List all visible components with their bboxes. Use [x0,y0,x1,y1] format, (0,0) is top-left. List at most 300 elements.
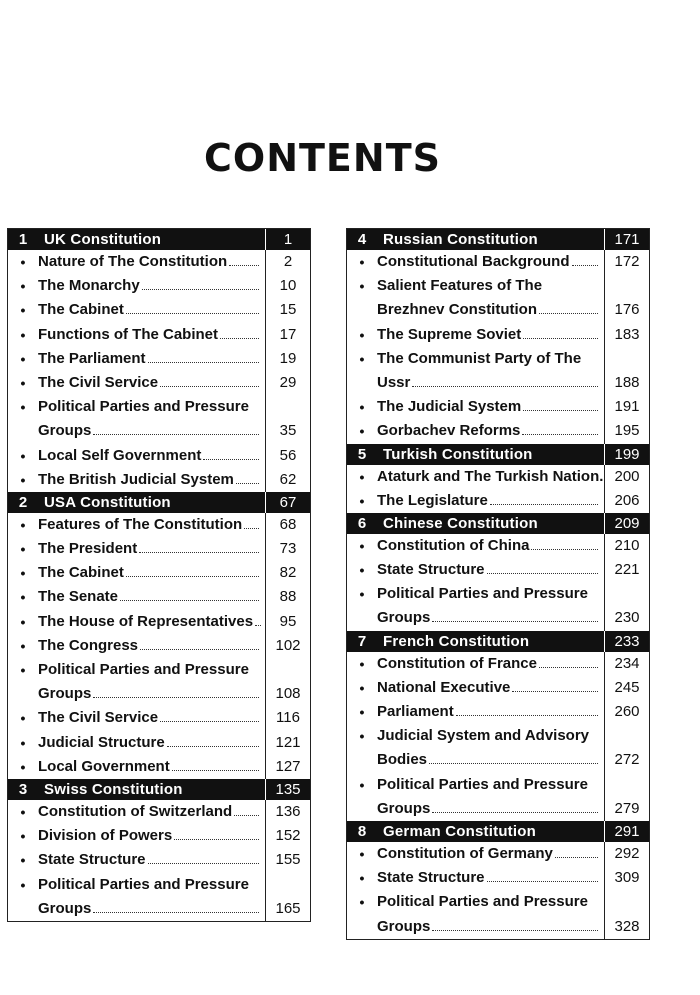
bullet-icon: • [20,876,26,893]
page-number: 17 [265,323,310,347]
entry-title: Constitution of Germany [377,844,553,862]
toc-entry [347,866,649,890]
dot-leader [244,528,259,529]
dot-leader [93,912,259,913]
toc-entry [347,395,649,419]
bullet-icon: • [359,254,365,270]
page-number: 183 [604,323,649,347]
dot-leader [172,770,259,771]
entry-title: Groups [377,799,431,817]
toc-entry [347,489,649,513]
entry-text-wrap [377,842,604,866]
dot-leader [160,721,259,722]
entry-title: The Supreme Soviet [377,325,522,343]
entry-text-wrap [38,250,265,274]
bullet-icon [347,298,377,322]
dot-leader [142,289,259,290]
bullet-icon: • [359,537,365,554]
toc-entry [8,824,310,848]
entry-title: The Judicial System [377,398,522,416]
toc-entry [8,755,310,779]
bullet-icon: • [20,350,26,367]
toc-entry [8,610,310,634]
page-number: 121 [265,731,310,755]
entry-title: Ataturk and The Turkish Nation. [377,467,604,485]
toc-entry [8,274,310,298]
bullet-icon: • [20,828,26,845]
page-number: 1 [265,229,310,250]
entry-title: Bodies [377,751,428,769]
dot-leader [523,338,598,339]
section-number: 4 [357,231,367,248]
toc-entry [8,444,310,468]
dot-leader [229,265,259,266]
bullet-icon [8,682,38,706]
entry-text-wrap [38,824,265,848]
entry-text-wrap [377,773,604,797]
entry-title: Groups [377,917,431,935]
section-number: 8 [357,822,367,840]
section-title: Swiss Constitution [44,780,183,798]
entry-title: The Monarchy [38,277,140,295]
entry-text-wrap [38,682,265,706]
page-title: CONTENTS [204,136,441,180]
bullet-icon: • [359,326,365,343]
toc-entry [347,582,649,606]
section-number: 1 [18,231,28,248]
toc-entry-continuation [347,915,649,939]
bullet-icon: • [20,254,26,270]
page-number: 29 [265,371,310,395]
bullet-icon: • [20,613,26,630]
entry-text-wrap [377,489,604,513]
bullet-icon: • [359,655,365,672]
section-number: 7 [357,632,367,650]
dot-leader [429,763,598,764]
dot-leader [120,600,259,601]
dot-leader [539,667,598,668]
entry-text-wrap [38,634,265,658]
toc-entry [347,347,649,371]
entry-text-wrap [38,561,265,585]
toc-entry [8,561,310,585]
toc-entry [8,347,310,371]
page-number: 292 [604,842,649,866]
dot-leader [255,625,261,626]
section-header [347,513,649,534]
entry-text-wrap [38,513,265,537]
dot-leader [522,434,598,435]
entry-title: Political Parties and Pressure [38,875,249,893]
entry-text-wrap [377,866,604,890]
entry-title: Political Parties and Pressure [377,585,588,603]
entry-title: Brezhnev Constitution [377,301,537,319]
entry-text-wrap [38,585,265,609]
entry-text-wrap [377,606,604,630]
page-number: 116 [265,706,310,730]
dot-leader [140,649,259,650]
page-number: 245 [604,676,649,700]
entry-title: The Civil Service [38,373,159,391]
page-number: 68 [265,513,310,537]
toc-entry [347,652,649,676]
bullet-icon: • [20,447,26,464]
entry-text-wrap [377,347,604,371]
entry-text-wrap [38,658,265,682]
page-number: 136 [265,800,310,824]
entry-title: The Senate [38,588,119,606]
entry-text-wrap [377,652,604,676]
entry-title: The Legislature [377,491,488,509]
section-header [347,821,649,842]
toc-entry [347,323,649,347]
page-number: 260 [604,700,649,724]
dot-leader [160,386,259,387]
page-number: 234 [604,652,649,676]
section-header [347,444,649,465]
dot-leader [572,265,599,266]
dot-leader [412,386,598,387]
toc-entry [8,706,310,730]
dot-leader [432,812,598,813]
entry-title: The Cabinet [38,301,124,319]
toc-entry [347,558,649,582]
entry-title: The House of Representatives [38,612,254,630]
dot-leader [148,362,259,363]
bullet-icon [347,748,377,772]
section-number: 2 [18,493,28,511]
entry-text-wrap [377,724,604,748]
entry-title: Political Parties and Pressure [38,398,249,416]
entry-title: Judicial System and Advisory [377,727,590,745]
toc-entry [347,419,649,443]
bullet-icon: • [359,586,365,603]
entry-title: Groups [38,685,92,703]
page-number: 221 [604,558,649,582]
bullet-icon: • [359,870,365,887]
dot-leader [512,691,598,692]
entry-text-wrap [377,582,604,606]
entry-title: National Executive [377,678,511,696]
page-number: 127 [265,755,310,779]
toc-entry-continuation [8,682,310,706]
bullet-icon [347,371,377,395]
entry-title: State Structure [377,869,485,887]
entry-title: Political Parties and Pressure [38,661,249,678]
toc-entry [8,585,310,609]
entry-text-wrap [38,395,265,419]
entry-title: The British Judicial System [38,470,234,488]
bullet-icon: • [20,516,26,533]
bullet-icon: • [20,302,26,319]
dot-leader [456,715,598,716]
toc-entry [347,842,649,866]
dot-leader [174,839,259,840]
entry-title: Groups [38,899,92,917]
entry-title: Salient Features of The [377,277,543,295]
page-number: 56 [265,444,310,468]
entry-text-wrap [377,915,604,939]
page-number: 73 [265,537,310,561]
entry-title: The Parliament [38,349,146,367]
page-number: 309 [604,866,649,890]
entry-title: The President [38,540,138,558]
section-header [8,492,310,513]
entry-title: Parliament [377,703,454,720]
bullet-icon: • [20,852,26,869]
entry-title: Division of Powers [38,827,173,845]
entry-text-wrap [377,323,604,347]
entry-title: State Structure [377,561,485,579]
section-header [347,631,649,652]
toc-entry [347,773,649,797]
page-number [265,873,310,897]
entry-title: Judicial Structure [38,733,165,751]
dot-leader [126,313,259,314]
entry-title: The Civil Service [38,709,159,727]
page-number: 152 [265,824,310,848]
page-number: 328 [604,915,649,939]
bullet-icon [347,915,377,939]
dot-leader [167,746,259,747]
bullet-icon: • [20,374,26,391]
page-number: 108 [265,682,310,706]
toc-entry-continuation [8,419,310,443]
entry-text-wrap [38,731,265,755]
page-number: 82 [265,561,310,585]
toc-entry-continuation [347,606,649,630]
toc-entry [8,513,310,537]
page-number: 200 [604,465,649,489]
toc-entry [347,890,649,914]
toc-entry-continuation [347,748,649,772]
toc-entry [8,634,310,658]
page-number: 199 [604,444,649,465]
toc-entry [8,395,310,419]
bullet-icon: • [359,704,365,720]
bullet-icon: • [359,278,365,295]
entry-title: Constitution of China [377,536,530,554]
section-title: French Constitution [383,632,530,650]
entry-text-wrap [377,890,604,914]
entry-text-wrap [38,274,265,298]
page-number: 188 [604,371,649,395]
page-number: 35 [265,419,310,443]
section-number: 3 [18,780,28,798]
toc-entry [8,323,310,347]
section-number: 5 [357,445,367,463]
page-number: 272 [604,748,649,772]
page-number: 102 [265,634,310,658]
section-title: Chinese Constitution [383,514,538,532]
bullet-icon: • [20,541,26,558]
bullet-icon: • [20,637,26,654]
dot-leader [93,434,259,435]
section-header [347,229,649,250]
entry-text-wrap [38,468,265,492]
entry-text-wrap [377,395,604,419]
entry-title: The Communist Party of The [377,349,582,367]
toc-entry-continuation [347,797,649,821]
page-number: 230 [604,606,649,630]
section-header [8,229,310,250]
entry-text-wrap [38,897,265,921]
section-header [8,779,310,800]
entry-title: Local Self Government [38,446,202,464]
entry-text-wrap [38,706,265,730]
page-number: 2 [265,250,310,274]
page-number: 195 [604,419,649,443]
dot-leader [490,504,598,505]
entry-text-wrap [377,797,604,821]
bullet-icon: • [20,471,26,488]
entry-title: Constitution of France [377,654,537,672]
page-number [604,773,649,797]
toc-entry [347,724,649,748]
toc-entry [8,371,310,395]
entry-text-wrap [38,537,265,561]
page-number [604,724,649,748]
entry-title: Political Parties and Pressure [377,893,588,911]
bullet-icon: • [359,399,365,416]
page-number: 279 [604,797,649,821]
toc-entry [347,465,649,489]
toc-entry [8,537,310,561]
entry-title: Ussr [377,373,411,391]
entry-text-wrap [377,676,604,700]
page-number: 171 [604,229,649,250]
toc-entry [347,676,649,700]
toc-entry-continuation [8,897,310,921]
entry-title: Functions of The Cabinet [38,325,218,343]
dot-leader [555,857,598,858]
page-number: 62 [265,468,310,492]
entry-text-wrap [377,465,604,489]
entry-text-wrap [38,419,265,443]
entry-text-wrap [377,298,604,322]
entry-title: Nature of The Constitution [38,253,228,270]
dot-leader [148,863,259,864]
page-number: 155 [265,848,310,872]
toc-entry [8,873,310,897]
entry-text-wrap [38,371,265,395]
toc-entry [8,800,310,824]
entry-text-wrap [377,419,604,443]
entry-title: Political Parties and Pressure [377,775,588,793]
toc-entry [347,534,649,558]
dot-leader [432,621,598,622]
page-number: 172 [604,250,649,274]
entry-text-wrap [377,558,604,582]
bullet-icon: • [20,758,26,775]
section-title: Russian Constitution [383,231,538,248]
contents-column-left [7,228,311,922]
dot-leader [234,815,259,816]
dot-leader [523,410,598,411]
bullet-icon: • [359,423,365,440]
bullet-icon: • [20,589,26,606]
entry-title: State Structure [38,851,146,869]
bullet-icon: • [20,278,26,295]
entry-text-wrap [38,323,265,347]
bullet-icon [8,897,38,921]
entry-title: Groups [377,609,431,627]
toc-entry [8,731,310,755]
bullet-icon: • [20,803,26,820]
dot-leader [531,549,598,550]
toc-entry [347,274,649,298]
entry-text-wrap [38,873,265,897]
page-number: 210 [604,534,649,558]
dot-leader [487,881,598,882]
entry-text-wrap [377,748,604,772]
bullet-icon: • [359,894,365,911]
bullet-icon: • [20,399,26,416]
section-number: 6 [357,514,367,532]
bullet-icon: • [359,562,365,579]
page-number: 135 [265,779,310,800]
bullet-icon: • [359,492,365,509]
page-number: 88 [265,585,310,609]
page-number: 233 [604,631,649,652]
entry-text-wrap [38,298,265,322]
page-number: 15 [265,298,310,322]
entry-title: Groups [38,422,92,440]
bullet-icon: • [359,679,365,696]
entry-title: Constitutional Background [377,253,570,270]
section-title: German Constitution [383,822,536,840]
dot-leader [139,552,259,553]
dot-leader [236,483,259,484]
toc-entry [347,700,649,724]
entry-text-wrap [38,444,265,468]
bullet-icon: • [20,326,26,343]
toc-entry [8,848,310,872]
bullet-icon: • [20,662,26,678]
page-number: 209 [604,513,649,534]
toc-entry [8,298,310,322]
page-number: 19 [265,347,310,371]
entry-text-wrap [38,800,265,824]
bullet-icon [347,797,377,821]
bullet-icon: • [359,728,365,745]
page-number: 165 [265,897,310,921]
bullet-icon: • [359,776,365,793]
entry-text-wrap [377,534,604,558]
bullet-icon: • [359,468,365,485]
entry-text-wrap [377,700,604,724]
entry-text-wrap [38,347,265,371]
bullet-icon: • [20,710,26,727]
page-number: 206 [604,489,649,513]
dot-leader [539,313,598,314]
dot-leader [432,930,598,931]
bullet-icon: • [359,350,365,367]
dot-leader [126,576,259,577]
dot-leader [93,697,259,698]
section-title: USA Constitution [44,493,171,511]
page-number: 291 [604,821,649,842]
dot-leader [220,338,259,339]
dot-leader [487,573,598,574]
entry-title: Local Government [38,757,170,775]
entry-text-wrap [38,610,265,634]
page-number [265,658,310,682]
toc-entry-continuation [347,371,649,395]
bullet-icon: • [20,565,26,582]
section-title: UK Constitution [44,231,162,248]
page-number: 10 [265,274,310,298]
